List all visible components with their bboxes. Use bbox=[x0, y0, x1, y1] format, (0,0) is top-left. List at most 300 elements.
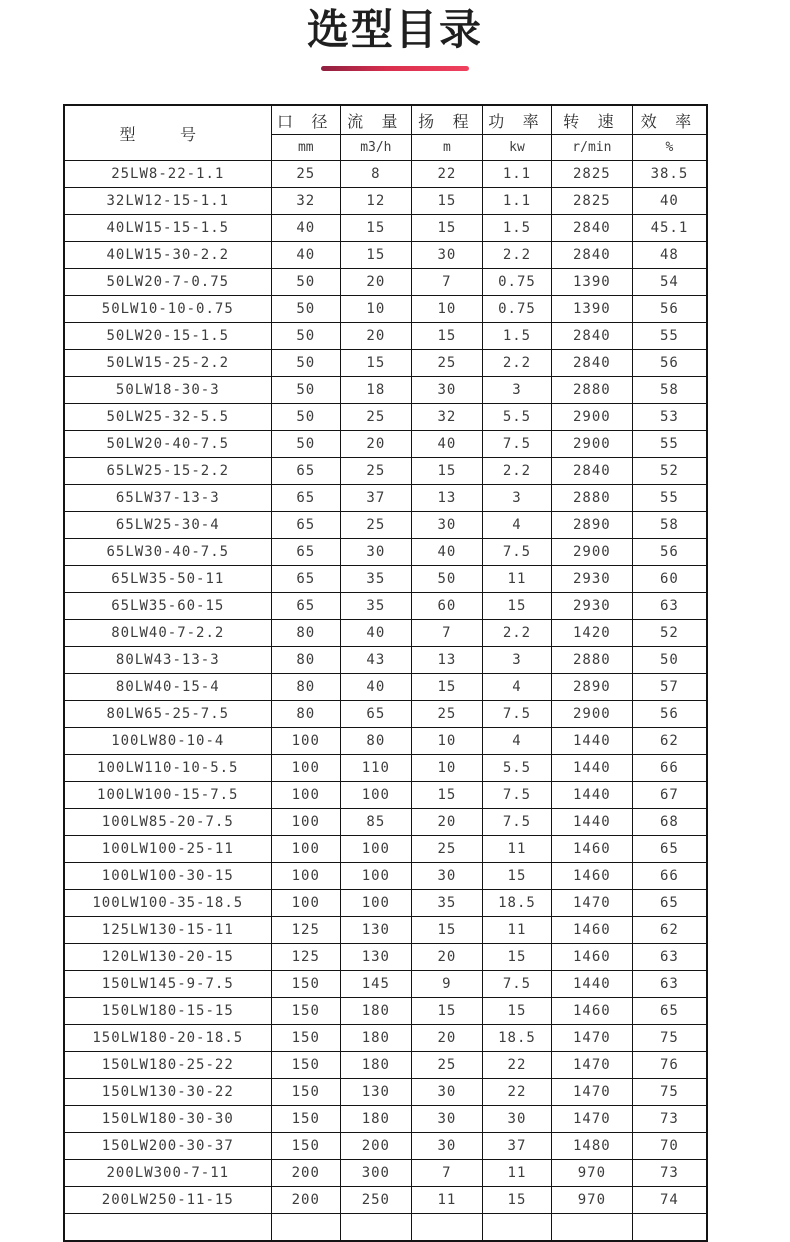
cell-diameter: 150 bbox=[271, 1133, 340, 1160]
cell-power: 7.5 bbox=[483, 809, 552, 836]
cell-speed: 1480 bbox=[551, 1133, 632, 1160]
cell-power: 22 bbox=[483, 1079, 552, 1106]
cell-model: 150LW145-9-7.5 bbox=[64, 971, 271, 998]
cell-head: 7 bbox=[411, 1160, 482, 1187]
cell-power: 1.1 bbox=[483, 188, 552, 215]
cell-power: 4 bbox=[483, 728, 552, 755]
cell-model: 100LW110-10-5.5 bbox=[64, 755, 271, 782]
table-row bbox=[64, 782, 707, 809]
cell-flow: 65 bbox=[340, 701, 411, 728]
cell-diameter: 65 bbox=[271, 566, 340, 593]
cell-speed: 2880 bbox=[551, 647, 632, 674]
cell-power: 15 bbox=[483, 593, 552, 620]
cell-speed: 2900 bbox=[551, 431, 632, 458]
cell-speed: 970 bbox=[551, 1160, 632, 1187]
col-header-model: 型 号 bbox=[64, 105, 271, 161]
cell-head: 30 bbox=[411, 377, 482, 404]
cell-head: 10 bbox=[411, 755, 482, 782]
unit-efficiency: % bbox=[632, 135, 707, 161]
cell-flow: 35 bbox=[340, 593, 411, 620]
cell-flow: 25 bbox=[340, 458, 411, 485]
cell-speed: 2840 bbox=[551, 458, 632, 485]
cell-model: 50LW25-32-5.5 bbox=[64, 404, 271, 431]
empty-cell bbox=[632, 1214, 707, 1242]
cell-model: 200LW300-7-11 bbox=[64, 1160, 271, 1187]
cell-speed: 1440 bbox=[551, 971, 632, 998]
cell-power: 7.5 bbox=[483, 431, 552, 458]
cell-diameter: 200 bbox=[271, 1160, 340, 1187]
table-row bbox=[64, 1052, 707, 1079]
cell-model: 50LW20-7-0.75 bbox=[64, 269, 271, 296]
cell-efficiency: 38.5 bbox=[632, 161, 707, 188]
empty-cell bbox=[340, 1214, 411, 1242]
cell-diameter: 200 bbox=[271, 1187, 340, 1214]
table-row bbox=[64, 593, 707, 620]
cell-diameter: 150 bbox=[271, 1106, 340, 1133]
cell-model: 65LW30-40-7.5 bbox=[64, 539, 271, 566]
cell-flow: 100 bbox=[340, 836, 411, 863]
cell-model: 100LW100-15-7.5 bbox=[64, 782, 271, 809]
cell-efficiency: 67 bbox=[632, 782, 707, 809]
cell-model: 50LW15-25-2.2 bbox=[64, 350, 271, 377]
empty-cell bbox=[411, 1214, 482, 1242]
cell-speed: 2900 bbox=[551, 539, 632, 566]
cell-model: 80LW43-13-3 bbox=[64, 647, 271, 674]
cell-speed: 1420 bbox=[551, 620, 632, 647]
table-row bbox=[64, 458, 707, 485]
cell-power: 2.2 bbox=[483, 620, 552, 647]
unit-speed: r/min bbox=[551, 135, 632, 161]
cell-power: 2.2 bbox=[483, 350, 552, 377]
cell-efficiency: 55 bbox=[632, 485, 707, 512]
cell-flow: 180 bbox=[340, 1025, 411, 1052]
cell-model: 100LW100-30-15 bbox=[64, 863, 271, 890]
unit-head: m bbox=[411, 135, 482, 161]
table-row bbox=[64, 620, 707, 647]
cell-flow: 20 bbox=[340, 269, 411, 296]
cell-power: 3 bbox=[483, 485, 552, 512]
cell-flow: 10 bbox=[340, 296, 411, 323]
table-row bbox=[64, 755, 707, 782]
cell-speed: 2880 bbox=[551, 377, 632, 404]
cell-flow: 20 bbox=[340, 431, 411, 458]
table-row bbox=[64, 701, 707, 728]
unit-diameter: mm bbox=[271, 135, 340, 161]
cell-head: 10 bbox=[411, 728, 482, 755]
cell-efficiency: 50 bbox=[632, 647, 707, 674]
table-row bbox=[64, 242, 707, 269]
table-row bbox=[64, 647, 707, 674]
cell-head: 13 bbox=[411, 485, 482, 512]
empty-cell bbox=[483, 1214, 552, 1242]
cell-diameter: 50 bbox=[271, 404, 340, 431]
cell-speed: 2840 bbox=[551, 215, 632, 242]
cell-speed: 1440 bbox=[551, 782, 632, 809]
cell-diameter: 50 bbox=[271, 431, 340, 458]
table-row bbox=[64, 971, 707, 998]
cell-power: 30 bbox=[483, 1106, 552, 1133]
cell-model: 150LW180-25-22 bbox=[64, 1052, 271, 1079]
cell-speed: 1460 bbox=[551, 998, 632, 1025]
cell-model: 125LW130-15-11 bbox=[64, 917, 271, 944]
cell-head: 25 bbox=[411, 350, 482, 377]
cell-efficiency: 52 bbox=[632, 458, 707, 485]
cell-power: 1.5 bbox=[483, 323, 552, 350]
cell-power: 2.2 bbox=[483, 458, 552, 485]
cell-efficiency: 54 bbox=[632, 269, 707, 296]
cell-speed: 1470 bbox=[551, 890, 632, 917]
cell-head: 25 bbox=[411, 836, 482, 863]
cell-power: 11 bbox=[483, 1160, 552, 1187]
cell-flow: 200 bbox=[340, 1133, 411, 1160]
table-row bbox=[64, 377, 707, 404]
cell-flow: 130 bbox=[340, 1079, 411, 1106]
table-body bbox=[64, 161, 707, 1242]
cell-speed: 1460 bbox=[551, 836, 632, 863]
cell-model: 65LW25-15-2.2 bbox=[64, 458, 271, 485]
cell-efficiency: 58 bbox=[632, 512, 707, 539]
cell-diameter: 100 bbox=[271, 890, 340, 917]
cell-flow: 8 bbox=[340, 161, 411, 188]
cell-diameter: 100 bbox=[271, 782, 340, 809]
cell-model: 32LW12-15-1.1 bbox=[64, 188, 271, 215]
cell-diameter: 65 bbox=[271, 512, 340, 539]
cell-power: 5.5 bbox=[483, 404, 552, 431]
cell-power: 7.5 bbox=[483, 539, 552, 566]
cell-flow: 25 bbox=[340, 512, 411, 539]
col-header-efficiency: 效 率 bbox=[632, 105, 707, 135]
cell-flow: 130 bbox=[340, 917, 411, 944]
cell-head: 15 bbox=[411, 458, 482, 485]
cell-diameter: 150 bbox=[271, 971, 340, 998]
cell-diameter: 100 bbox=[271, 755, 340, 782]
cell-efficiency: 55 bbox=[632, 323, 707, 350]
cell-flow: 100 bbox=[340, 782, 411, 809]
table-row-partial bbox=[64, 1214, 707, 1242]
cell-power: 7.5 bbox=[483, 971, 552, 998]
table-row bbox=[64, 404, 707, 431]
cell-diameter: 65 bbox=[271, 539, 340, 566]
cell-power: 0.75 bbox=[483, 296, 552, 323]
cell-speed: 1470 bbox=[551, 1025, 632, 1052]
cell-speed: 970 bbox=[551, 1187, 632, 1214]
cell-diameter: 100 bbox=[271, 836, 340, 863]
cell-flow: 12 bbox=[340, 188, 411, 215]
cell-efficiency: 75 bbox=[632, 1079, 707, 1106]
cell-diameter: 50 bbox=[271, 269, 340, 296]
cell-head: 40 bbox=[411, 431, 482, 458]
col-header-head: 扬 程 bbox=[411, 105, 482, 135]
cell-power: 0.75 bbox=[483, 269, 552, 296]
cell-head: 32 bbox=[411, 404, 482, 431]
cell-efficiency: 65 bbox=[632, 998, 707, 1025]
cell-head: 50 bbox=[411, 566, 482, 593]
cell-flow: 15 bbox=[340, 215, 411, 242]
cell-efficiency: 63 bbox=[632, 944, 707, 971]
cell-model: 150LW180-30-30 bbox=[64, 1106, 271, 1133]
cell-diameter: 40 bbox=[271, 215, 340, 242]
cell-flow: 25 bbox=[340, 404, 411, 431]
title-accent-divider bbox=[321, 66, 469, 71]
cell-speed: 2880 bbox=[551, 485, 632, 512]
cell-efficiency: 66 bbox=[632, 863, 707, 890]
cell-head: 20 bbox=[411, 944, 482, 971]
table-row bbox=[64, 1133, 707, 1160]
cell-flow: 43 bbox=[340, 647, 411, 674]
cell-power: 11 bbox=[483, 917, 552, 944]
cell-model: 80LW40-7-2.2 bbox=[64, 620, 271, 647]
cell-flow: 40 bbox=[340, 620, 411, 647]
selection-catalog-table bbox=[63, 104, 708, 1242]
cell-head: 22 bbox=[411, 161, 482, 188]
cell-efficiency: 57 bbox=[632, 674, 707, 701]
cell-head: 25 bbox=[411, 701, 482, 728]
cell-efficiency: 76 bbox=[632, 1052, 707, 1079]
cell-speed: 1460 bbox=[551, 944, 632, 971]
cell-efficiency: 75 bbox=[632, 1025, 707, 1052]
table-row bbox=[64, 566, 707, 593]
cell-efficiency: 63 bbox=[632, 971, 707, 998]
cell-power: 37 bbox=[483, 1133, 552, 1160]
cell-power: 3 bbox=[483, 647, 552, 674]
cell-flow: 85 bbox=[340, 809, 411, 836]
cell-model: 50LW10-10-0.75 bbox=[64, 296, 271, 323]
cell-diameter: 125 bbox=[271, 944, 340, 971]
cell-head: 15 bbox=[411, 998, 482, 1025]
cell-power: 15 bbox=[483, 944, 552, 971]
cell-efficiency: 73 bbox=[632, 1160, 707, 1187]
col-header-flow: 流 量 bbox=[340, 105, 411, 135]
cell-flow: 37 bbox=[340, 485, 411, 512]
cell-head: 15 bbox=[411, 917, 482, 944]
cell-model: 150LW130-30-22 bbox=[64, 1079, 271, 1106]
cell-head: 30 bbox=[411, 1079, 482, 1106]
cell-speed: 2890 bbox=[551, 674, 632, 701]
cell-diameter: 65 bbox=[271, 593, 340, 620]
cell-model: 100LW100-35-18.5 bbox=[64, 890, 271, 917]
cell-head: 15 bbox=[411, 188, 482, 215]
table-row bbox=[64, 161, 707, 188]
cell-model: 120LW130-20-15 bbox=[64, 944, 271, 971]
cell-diameter: 80 bbox=[271, 647, 340, 674]
cell-power: 7.5 bbox=[483, 701, 552, 728]
cell-power: 11 bbox=[483, 836, 552, 863]
empty-cell bbox=[551, 1214, 632, 1242]
page-title: 选型目录 bbox=[306, 6, 483, 53]
cell-speed: 1390 bbox=[551, 269, 632, 296]
cell-efficiency: 65 bbox=[632, 890, 707, 917]
cell-efficiency: 55 bbox=[632, 431, 707, 458]
cell-speed: 1460 bbox=[551, 863, 632, 890]
table-header bbox=[64, 105, 707, 161]
cell-model: 80LW65-25-7.5 bbox=[64, 701, 271, 728]
cell-head: 20 bbox=[411, 809, 482, 836]
cell-model: 65LW37-13-3 bbox=[64, 485, 271, 512]
table-row bbox=[64, 296, 707, 323]
cell-head: 15 bbox=[411, 215, 482, 242]
cell-model: 100LW85-20-7.5 bbox=[64, 809, 271, 836]
table-row bbox=[64, 431, 707, 458]
cell-model: 50LW18-30-3 bbox=[64, 377, 271, 404]
col-header-speed: 转 速 bbox=[551, 105, 632, 135]
cell-head: 11 bbox=[411, 1187, 482, 1214]
cell-head: 40 bbox=[411, 539, 482, 566]
cell-power: 15 bbox=[483, 998, 552, 1025]
cell-efficiency: 45.1 bbox=[632, 215, 707, 242]
cell-model: 200LW250-11-15 bbox=[64, 1187, 271, 1214]
cell-flow: 250 bbox=[340, 1187, 411, 1214]
table-row bbox=[64, 809, 707, 836]
empty-cell bbox=[271, 1214, 340, 1242]
cell-efficiency: 56 bbox=[632, 296, 707, 323]
empty-cell bbox=[64, 1214, 271, 1242]
cell-speed: 2900 bbox=[551, 404, 632, 431]
cell-efficiency: 74 bbox=[632, 1187, 707, 1214]
cell-head: 25 bbox=[411, 1052, 482, 1079]
cell-speed: 1440 bbox=[551, 809, 632, 836]
cell-flow: 15 bbox=[340, 242, 411, 269]
cell-power: 7.5 bbox=[483, 782, 552, 809]
cell-model: 65LW25-30-4 bbox=[64, 512, 271, 539]
cell-power: 3 bbox=[483, 377, 552, 404]
cell-efficiency: 60 bbox=[632, 566, 707, 593]
cell-diameter: 100 bbox=[271, 809, 340, 836]
cell-speed: 2825 bbox=[551, 188, 632, 215]
cell-power: 11 bbox=[483, 566, 552, 593]
cell-efficiency: 62 bbox=[632, 917, 707, 944]
cell-power: 4 bbox=[483, 674, 552, 701]
cell-diameter: 65 bbox=[271, 458, 340, 485]
cell-diameter: 40 bbox=[271, 242, 340, 269]
cell-diameter: 150 bbox=[271, 1025, 340, 1052]
cell-efficiency: 73 bbox=[632, 1106, 707, 1133]
cell-efficiency: 58 bbox=[632, 377, 707, 404]
cell-power: 18.5 bbox=[483, 1025, 552, 1052]
table-row bbox=[64, 215, 707, 242]
table-row bbox=[64, 512, 707, 539]
cell-efficiency: 65 bbox=[632, 836, 707, 863]
cell-efficiency: 66 bbox=[632, 755, 707, 782]
table-row bbox=[64, 485, 707, 512]
cell-diameter: 80 bbox=[271, 620, 340, 647]
cell-model: 65LW35-60-15 bbox=[64, 593, 271, 620]
cell-model: 100LW80-10-4 bbox=[64, 728, 271, 755]
cell-speed: 2930 bbox=[551, 566, 632, 593]
cell-flow: 35 bbox=[340, 566, 411, 593]
cell-head: 20 bbox=[411, 1025, 482, 1052]
cell-power: 1.1 bbox=[483, 161, 552, 188]
cell-efficiency: 56 bbox=[632, 701, 707, 728]
cell-diameter: 50 bbox=[271, 323, 340, 350]
cell-diameter: 32 bbox=[271, 188, 340, 215]
table-row bbox=[64, 998, 707, 1025]
cell-model: 50LW20-15-1.5 bbox=[64, 323, 271, 350]
cell-flow: 15 bbox=[340, 350, 411, 377]
cell-flow: 180 bbox=[340, 1052, 411, 1079]
cell-diameter: 50 bbox=[271, 296, 340, 323]
cell-head: 7 bbox=[411, 269, 482, 296]
table-row bbox=[64, 944, 707, 971]
cell-efficiency: 62 bbox=[632, 728, 707, 755]
cell-model: 150LW180-20-18.5 bbox=[64, 1025, 271, 1052]
cell-flow: 20 bbox=[340, 323, 411, 350]
cell-flow: 40 bbox=[340, 674, 411, 701]
cell-efficiency: 68 bbox=[632, 809, 707, 836]
cell-efficiency: 63 bbox=[632, 593, 707, 620]
cell-head: 30 bbox=[411, 242, 482, 269]
cell-flow: 100 bbox=[340, 863, 411, 890]
cell-power: 15 bbox=[483, 863, 552, 890]
cell-head: 30 bbox=[411, 1133, 482, 1160]
cell-diameter: 100 bbox=[271, 863, 340, 890]
cell-model: 40LW15-15-1.5 bbox=[64, 215, 271, 242]
table-row bbox=[64, 323, 707, 350]
cell-diameter: 150 bbox=[271, 1079, 340, 1106]
table-row bbox=[64, 269, 707, 296]
table-row bbox=[64, 674, 707, 701]
col-header-diameter: 口 径 bbox=[271, 105, 340, 135]
cell-flow: 110 bbox=[340, 755, 411, 782]
table-row bbox=[64, 1187, 707, 1214]
cell-head: 30 bbox=[411, 863, 482, 890]
cell-flow: 180 bbox=[340, 1106, 411, 1133]
cell-head: 30 bbox=[411, 512, 482, 539]
cell-speed: 2890 bbox=[551, 512, 632, 539]
cell-power: 5.5 bbox=[483, 755, 552, 782]
table-row bbox=[64, 917, 707, 944]
table-row bbox=[64, 1160, 707, 1187]
cell-power: 4 bbox=[483, 512, 552, 539]
unit-flow: m3/h bbox=[340, 135, 411, 161]
cell-model: 50LW20-40-7.5 bbox=[64, 431, 271, 458]
cell-model: 40LW15-30-2.2 bbox=[64, 242, 271, 269]
cell-model: 80LW40-15-4 bbox=[64, 674, 271, 701]
cell-speed: 2900 bbox=[551, 701, 632, 728]
table-row bbox=[64, 188, 707, 215]
table-row bbox=[64, 1079, 707, 1106]
cell-diameter: 80 bbox=[271, 674, 340, 701]
cell-diameter: 150 bbox=[271, 998, 340, 1025]
cell-head: 15 bbox=[411, 782, 482, 809]
cell-speed: 1440 bbox=[551, 755, 632, 782]
header-label-row bbox=[64, 105, 707, 135]
cell-speed: 1470 bbox=[551, 1079, 632, 1106]
cell-diameter: 100 bbox=[271, 728, 340, 755]
cell-head: 10 bbox=[411, 296, 482, 323]
table-row bbox=[64, 728, 707, 755]
cell-flow: 130 bbox=[340, 944, 411, 971]
cell-diameter: 50 bbox=[271, 350, 340, 377]
cell-head: 30 bbox=[411, 1106, 482, 1133]
cell-efficiency: 70 bbox=[632, 1133, 707, 1160]
cell-head: 9 bbox=[411, 971, 482, 998]
cell-head: 60 bbox=[411, 593, 482, 620]
cell-model: 65LW35-50-11 bbox=[64, 566, 271, 593]
cell-speed: 2930 bbox=[551, 593, 632, 620]
table-row bbox=[64, 350, 707, 377]
table-row bbox=[64, 890, 707, 917]
cell-speed: 1470 bbox=[551, 1052, 632, 1079]
cell-efficiency: 40 bbox=[632, 188, 707, 215]
cell-head: 13 bbox=[411, 647, 482, 674]
cell-speed: 1470 bbox=[551, 1106, 632, 1133]
cell-speed: 2840 bbox=[551, 350, 632, 377]
cell-flow: 100 bbox=[340, 890, 411, 917]
cell-diameter: 25 bbox=[271, 161, 340, 188]
cell-power: 1.5 bbox=[483, 215, 552, 242]
cell-efficiency: 56 bbox=[632, 350, 707, 377]
cell-flow: 145 bbox=[340, 971, 411, 998]
